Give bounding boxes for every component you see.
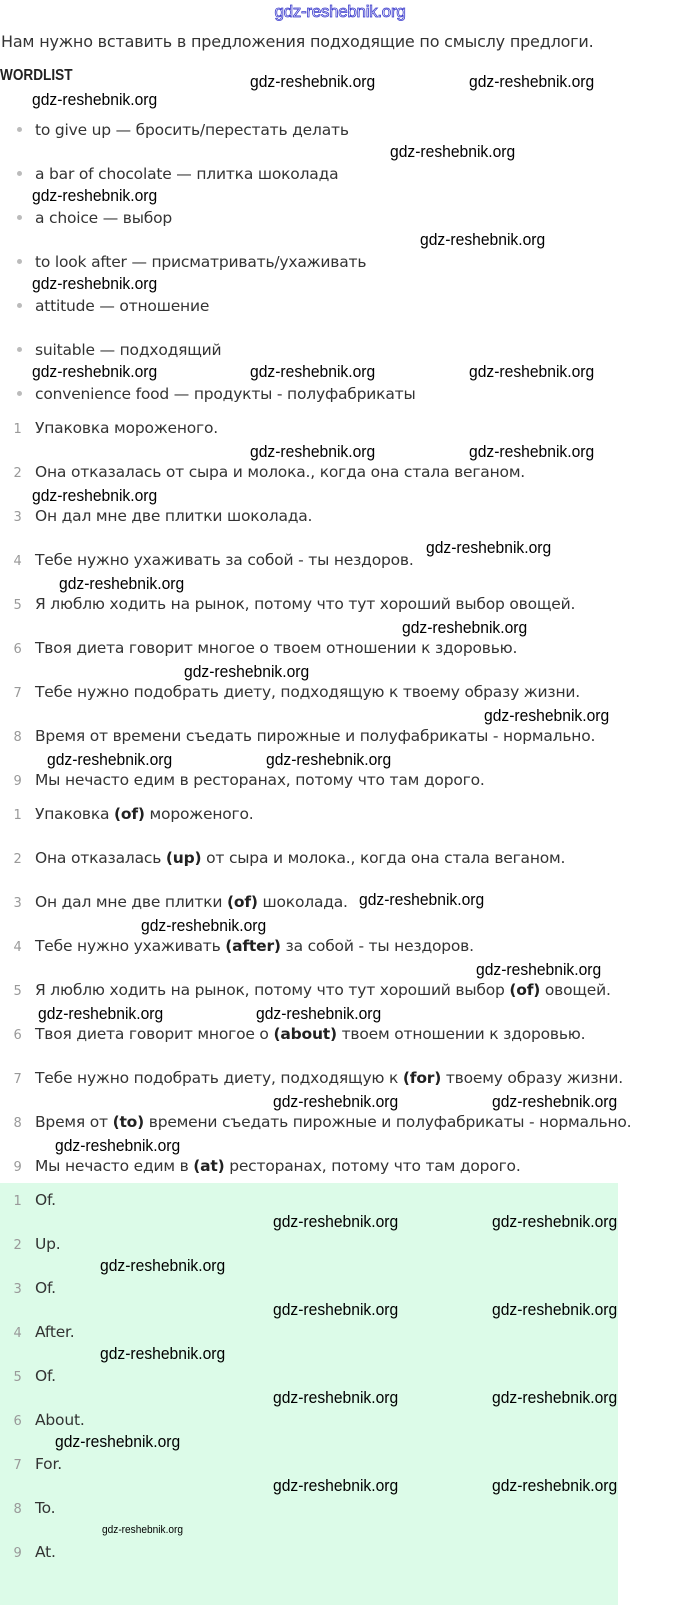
filled-sentence-item <box>0 1111 631 1133</box>
watermark-text: gdz-reshebnik.org <box>484 706 610 725</box>
sentence-text: Твоя диета говорит многое о твоем отношении к здоровью. <box>35 639 518 657</box>
watermark-text: gdz-reshebnik.org <box>102 1524 184 1536</box>
sentence-after: ресторанах, потому что там дорого. <box>224 1157 521 1175</box>
bullet-icon <box>17 127 22 132</box>
bullet-icon <box>17 303 22 308</box>
preposition: (after) <box>225 937 281 955</box>
wordlist-item-text: to look after — присматривать/ухаживать <box>35 253 367 271</box>
wordlist-item-text: attitude — отношение <box>35 297 210 315</box>
watermark-text: gdz-reshebnik.org <box>250 72 376 91</box>
preposition: (of) <box>509 981 541 999</box>
wordlist-item <box>0 163 338 185</box>
sentence-text: Она отказалась от сыра и молока., когда она стала веганом. <box>35 463 526 481</box>
watermark-text: gdz-reshebnik.org <box>47 750 173 769</box>
preposition: (of) <box>227 893 258 911</box>
filled-sentence-item <box>0 803 254 825</box>
item-number: 5 <box>13 598 22 613</box>
item-number: 1 <box>13 422 22 437</box>
item-number: 1 <box>13 1194 22 1209</box>
sentence-after: твоем отношении к здоровью. <box>336 1025 586 1043</box>
sentence-after: за собой - ты нездоров. <box>280 937 474 955</box>
sentence-item <box>0 417 218 439</box>
item-number: 2 <box>13 1238 22 1253</box>
answer-item <box>0 1321 75 1343</box>
sentence-text: Он дал мне две плитки шоколада. <box>35 507 313 525</box>
answer-text: Of. <box>35 1367 56 1385</box>
answer-text: To. <box>35 1499 56 1517</box>
bullet-icon <box>17 171 22 176</box>
item-number: 1 <box>13 808 22 823</box>
preposition: (of) <box>114 805 145 823</box>
item-number: 4 <box>13 1326 22 1341</box>
preposition: (for) <box>402 1069 442 1087</box>
item-number: 5 <box>13 984 22 999</box>
watermark-text: gdz-reshebnik.org <box>38 1004 164 1023</box>
watermark-text: gdz-reshebnik.org <box>469 362 595 381</box>
filled-sentence-item <box>0 1023 585 1045</box>
sentence-item <box>0 769 485 791</box>
item-number: 2 <box>13 852 22 867</box>
sentence-before: Твоя диета говорит многое о <box>35 1025 274 1043</box>
answer-item <box>0 1277 56 1299</box>
answer-text: Up. <box>35 1235 61 1253</box>
wordlist-item <box>0 383 416 405</box>
sentence-before: Упаковка <box>35 805 115 823</box>
item-number: 8 <box>13 730 22 745</box>
watermark-text: gdz-reshebnik.org <box>32 362 158 381</box>
watermark-text: gdz-reshebnik.org <box>59 574 185 593</box>
item-number: 8 <box>13 1116 22 1131</box>
sentence-text: Я люблю ходить на рынок, потому что тут хороший выбор овощей. <box>35 595 576 613</box>
watermark-text: gdz-reshebnik.org <box>100 1256 226 1275</box>
watermark-text: gdz-reshebnik.org <box>420 230 546 249</box>
bullet-icon <box>17 391 22 396</box>
item-number: 6 <box>13 1414 22 1429</box>
sentence-item <box>0 681 580 703</box>
watermark-text: gdz-reshebnik.org <box>273 1092 399 1111</box>
watermark-text: gdz-reshebnik.org <box>476 960 602 979</box>
item-number: 6 <box>13 1028 22 1043</box>
answer-item <box>0 1365 56 1387</box>
watermark-text: gdz-reshebnik.org <box>273 1388 399 1407</box>
sentence-item <box>0 637 517 659</box>
bullet-icon <box>17 347 22 352</box>
wordlist-item-text: suitable — подходящий <box>35 341 222 359</box>
bullet-icon <box>17 259 22 264</box>
watermark-text: gdz-reshebnik.org <box>492 1388 618 1407</box>
item-number: 3 <box>13 1282 22 1297</box>
answer-item <box>0 1409 85 1431</box>
filled-sentence-item <box>0 1155 521 1177</box>
bullet-icon <box>17 215 22 220</box>
watermark-text: gdz-reshebnik.org <box>184 662 310 681</box>
sentence-text: Тебе нужно подобрать диету, подходящую к твоему образу жизни. <box>35 683 581 701</box>
watermark-text: gdz-reshebnik.org <box>32 274 158 293</box>
watermark-text: gdz-reshebnik.org <box>390 142 516 161</box>
watermark-text: gdz-reshebnik.org <box>273 1212 399 1231</box>
filled-sentence-item <box>0 979 611 1001</box>
watermark-text: gdz-reshebnik.org <box>469 72 595 91</box>
sentence-after: шоколада. <box>257 893 348 911</box>
watermark-text: gdz-reshebnik.org <box>469 442 595 461</box>
filled-sentence-item <box>0 891 348 913</box>
wordlist-item <box>0 295 209 317</box>
watermark-text: gdz-reshebnik.org <box>426 538 552 557</box>
sentence-item <box>0 593 575 615</box>
sentence-item <box>0 549 414 571</box>
item-number: 7 <box>13 1458 22 1473</box>
item-number: 7 <box>13 1072 22 1087</box>
sentence-before: Время от <box>35 1113 113 1131</box>
wordlist-title: WORDLIST <box>0 67 73 84</box>
item-number: 9 <box>13 774 22 789</box>
sentence-after: твоему образу жизни. <box>441 1069 623 1087</box>
sentence-after: времени съедать пирожные и полуфабрикаты - нормально. <box>144 1113 632 1131</box>
answer-text: At. <box>35 1543 56 1561</box>
watermark-text: gdz-reshebnik.org <box>266 750 392 769</box>
sentence-text: Мы нечасто едим в ресторанах, потому что там дорого. <box>35 771 485 789</box>
sentence-after: от сыра и молока., когда она стала веганом. <box>201 849 566 867</box>
preposition: (up) <box>165 849 202 867</box>
filled-sentence-item <box>0 935 474 957</box>
sentence-before: Я люблю ходить на рынок, потому что тут хороший выбор <box>35 981 510 999</box>
item-number: 5 <box>13 1370 22 1385</box>
watermark-text: gdz-reshebnik.org <box>492 1092 618 1111</box>
sentence-before: Тебе нужно ухаживать <box>35 937 226 955</box>
wordlist-item <box>0 119 349 141</box>
watermark-text: gdz-reshebnik.org <box>273 1300 399 1319</box>
sentence-before: Она отказалась <box>35 849 166 867</box>
sentence-before: Тебе нужно подобрать диету, подходящую к <box>35 1069 403 1087</box>
wordlist-item <box>0 251 366 273</box>
item-number: 6 <box>13 642 22 657</box>
answer-item <box>0 1541 56 1563</box>
wordlist-item-text: to give up — бросить/перестать делать <box>35 121 349 139</box>
wordlist-item-text: a choice — выбор <box>35 209 173 227</box>
item-number: 9 <box>13 1160 22 1175</box>
watermark-text: gdz-reshebnik.org <box>32 90 158 109</box>
sentence-item <box>0 461 525 483</box>
watermark-text: gdz-reshebnik.org <box>100 1344 226 1363</box>
watermark-text: gdz-reshebnik.org <box>402 618 528 637</box>
filled-sentence-item <box>0 1067 623 1089</box>
preposition: (about) <box>273 1025 337 1043</box>
watermark-text: gdz-reshebnik.org <box>141 916 267 935</box>
item-number: 2 <box>13 466 22 481</box>
wordlist-item <box>0 207 172 229</box>
item-number: 9 <box>13 1546 22 1561</box>
sentence-after: овощей. <box>540 981 611 999</box>
watermark-text: gdz-reshebnik.org <box>256 1004 382 1023</box>
sentence-text: Тебе нужно ухаживать за собой - ты нездоров. <box>35 551 414 569</box>
watermark-text: gdz-reshebnik.org <box>32 486 158 505</box>
sentence-before: Он дал мне две плитки <box>35 893 228 911</box>
preposition: (at) <box>193 1157 225 1175</box>
sentence-item <box>0 505 312 527</box>
watermark-text: gdz-reshebnik.org <box>55 1432 181 1451</box>
watermark-text: gdz-reshebnik.org <box>359 890 485 909</box>
watermark-text: gdz-reshebnik.org <box>492 1300 618 1319</box>
watermark-text: gdz-reshebnik.org <box>492 1476 618 1495</box>
watermark-text: gdz-reshebnik.org <box>32 186 158 205</box>
sentence-after: мороженого. <box>144 805 254 823</box>
filled-sentence-item <box>0 847 565 869</box>
sentence-before: Мы нечасто едим в <box>35 1157 194 1175</box>
watermark-text: gdz-reshebnik.org <box>492 1212 618 1231</box>
answer-item <box>0 1233 61 1255</box>
watermark-text: gdz-reshebnik.org <box>250 442 376 461</box>
preposition: (to) <box>112 1113 145 1131</box>
intro-text: Нам нужно вставить в предложения подходящие по смыслу предлоги. <box>1 32 594 51</box>
wordlist-item-text: convenience food — продукты - полуфабрикаты <box>35 385 416 403</box>
item-number: 7 <box>13 686 22 701</box>
answer-text: Of. <box>35 1279 56 1297</box>
sentence-item <box>0 725 595 747</box>
watermark-text: gdz-reshebnik.org <box>250 362 376 381</box>
answer-text: After. <box>35 1323 75 1341</box>
answer-text: About. <box>35 1411 85 1429</box>
answer-text: For. <box>35 1455 62 1473</box>
item-number: 3 <box>13 896 22 911</box>
answer-item <box>0 1497 55 1519</box>
answer-text: Of. <box>35 1191 56 1209</box>
wordlist-item-text: a bar of chocolate — плитка шоколада <box>35 165 339 183</box>
site-title-link[interactable]: gdz-reshebnik.org <box>274 2 406 21</box>
item-number: 8 <box>13 1502 22 1517</box>
watermark-text: gdz-reshebnik.org <box>55 1136 181 1155</box>
item-number: 4 <box>13 554 22 569</box>
item-number: 3 <box>13 510 22 525</box>
item-number: 4 <box>13 940 22 955</box>
wordlist-item <box>0 339 221 361</box>
answer-item <box>0 1453 62 1475</box>
sentence-text: Время от времени съедать пирожные и полуфабрикаты - нормально. <box>35 727 596 745</box>
answer-item <box>0 1189 56 1211</box>
sentence-text: Упаковка мороженого. <box>35 419 219 437</box>
watermark-text: gdz-reshebnik.org <box>273 1476 399 1495</box>
